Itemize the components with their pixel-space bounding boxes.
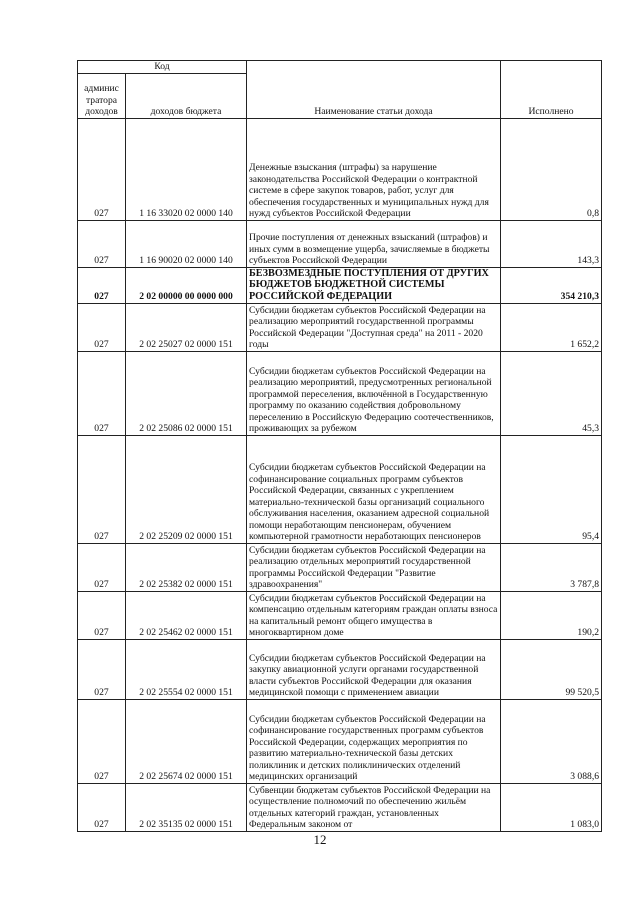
code-group-header: Код xyxy=(78,61,247,74)
budget-code: 1 16 33020 02 0000 140 xyxy=(126,118,247,220)
revenue-item-name: Субвенции бюджетам субъектов Российской Федерации на осуществление полномочий по обеспечению жильём отдельных категорий граждан, установленных Федеральным законом от xyxy=(247,783,501,831)
table-row xyxy=(78,543,602,591)
admin-code: 027 xyxy=(78,435,126,543)
table-row xyxy=(78,639,602,699)
table-row xyxy=(78,303,602,351)
admin-code: 027 xyxy=(78,543,126,591)
budget-revenue-table xyxy=(77,60,602,832)
executed-amount: 1 652,2 xyxy=(501,303,602,351)
table-row-section-total xyxy=(78,267,602,303)
budget-code: 2 02 25382 02 0000 151 xyxy=(126,543,247,591)
revenue-item-name: Прочие поступления от денежных взысканий (штрафов) и иных сумм в возмещение ущерба, зачисляемые в бюджеты субъектов Российской Федерации xyxy=(247,220,501,267)
table-header-row xyxy=(78,61,602,74)
budget-code: 2 02 25462 02 0000 151 xyxy=(126,591,247,639)
table-row xyxy=(78,118,602,220)
executed-amount: 45,3 xyxy=(501,351,602,435)
budget-code: 1 16 90020 02 0000 140 xyxy=(126,220,247,267)
table-row xyxy=(78,351,602,435)
executed-amount: 0,8 xyxy=(501,118,602,220)
revenue-item-name: Субсидии бюджетам субъектов Российской Федерации на реализацию мероприятий, предусмотренных региональной программой переселения, включённой в Государственную программу по оказанию содействия добровольному переселению в Российскую Федерацию соотечественников, проживающих за рубежом xyxy=(247,351,501,435)
executed-amount: 95,4 xyxy=(501,435,602,543)
revenue-item-name: Субсидии бюджетам субъектов Российской Федерации на компенсацию отдельным категориям граждан оплаты взноса на капитальный ремонт общего имущества в многоквартирном доме xyxy=(247,591,501,639)
admin-code: 027 xyxy=(78,303,126,351)
budget-code: 2 02 25027 02 0000 151 xyxy=(126,303,247,351)
revenue-item-name: Субсидии бюджетам субъектов Российской Федерации на закупку авиационной услуги органами государственной власти субъектов Российской Федерации для оказания медицинской помощи с применением авиации xyxy=(247,639,501,699)
table-row xyxy=(78,220,602,267)
budget-code: 2 02 25086 02 0000 151 xyxy=(126,351,247,435)
revenue-item-name: Субсидии бюджетам субъектов Российской Федерации на реализацию отдельных мероприятий государственной программы Российской Федерации "Развитие здравоохранения" xyxy=(247,543,501,591)
budget-code: 2 02 25554 02 0000 151 xyxy=(126,639,247,699)
table-row xyxy=(78,435,602,543)
table-row xyxy=(78,783,602,831)
admin-code: 027 xyxy=(78,699,126,783)
admin-code: 027 xyxy=(78,783,126,831)
executed-amount: 3 088,6 xyxy=(501,699,602,783)
executed-amount: 354 210,3 xyxy=(501,267,602,303)
amount-column-header: Исполнено xyxy=(501,61,602,119)
admin-code: 027 xyxy=(78,118,126,220)
budget-code-column-header: доходов бюджета xyxy=(126,73,247,118)
revenue-item-name: Субсидии бюджетам субъектов Российской Федерации на софинансирование социальных программ субъектов Российской Федерации, связанных с укреплением материально-технической базы организаций социального обслуживания населения, оказанием адресной социальной помощи неработающим пенсионерам, обучением компьютерной грамотности неработающих пенсионеров xyxy=(247,435,501,543)
table-row xyxy=(78,699,602,783)
revenue-item-name: Субсидии бюджетам субъектов Российской Федерации на софинансирование государственных программ субъектов Российской Федерации, содержащих мероприятия по развитию материально-технической базы детских поликлиник и детских поликлинических отделений медицинских организаций xyxy=(247,699,501,783)
admin-code: 027 xyxy=(78,639,126,699)
budget-code: 2 02 00000 00 0000 000 xyxy=(126,267,247,303)
executed-amount: 99 520,5 xyxy=(501,639,602,699)
admin-column-header: админис тратора доходов xyxy=(78,73,126,118)
admin-code: 027 xyxy=(78,267,126,303)
admin-code: 027 xyxy=(78,591,126,639)
page-number: 12 xyxy=(313,832,327,847)
executed-amount: 190,2 xyxy=(501,591,602,639)
admin-code: 027 xyxy=(78,351,126,435)
revenue-item-name: Субсидии бюджетам субъектов Российской Федерации на реализацию мероприятий государственной программы Российской Федерации "Доступная среда" на 2011 - 2020 годы xyxy=(247,303,501,351)
table-row xyxy=(78,591,602,639)
executed-amount: 3 787,8 xyxy=(501,543,602,591)
revenue-item-name: Денежные взыскания (штрафы) за нарушение законодательства Российской Федерации о контрактной системе в сфере закупок товаров, работ, услуг для обеспечения государственных и муниципальных нужд для нужд субъектов Российской Федерации xyxy=(247,118,501,220)
admin-code: 027 xyxy=(78,220,126,267)
budget-code: 2 02 35135 02 0000 151 xyxy=(126,783,247,831)
budget-code: 2 02 25209 02 0000 151 xyxy=(126,435,247,543)
budget-code: 2 02 25674 02 0000 151 xyxy=(126,699,247,783)
executed-amount: 1 083,0 xyxy=(501,783,602,831)
name-column-header: Наименование статьи дохода xyxy=(247,61,501,119)
revenue-item-name: БЕЗВОЗМЕЗДНЫЕ ПОСТУПЛЕНИЯ ОТ ДРУГИХ БЮДЖЕТОВ БЮДЖЕТНОЙ СИСТЕМЫ РОССИЙСКОЙ ФЕДЕРАЦИИ xyxy=(247,267,501,303)
executed-amount: 143,3 xyxy=(501,220,602,267)
